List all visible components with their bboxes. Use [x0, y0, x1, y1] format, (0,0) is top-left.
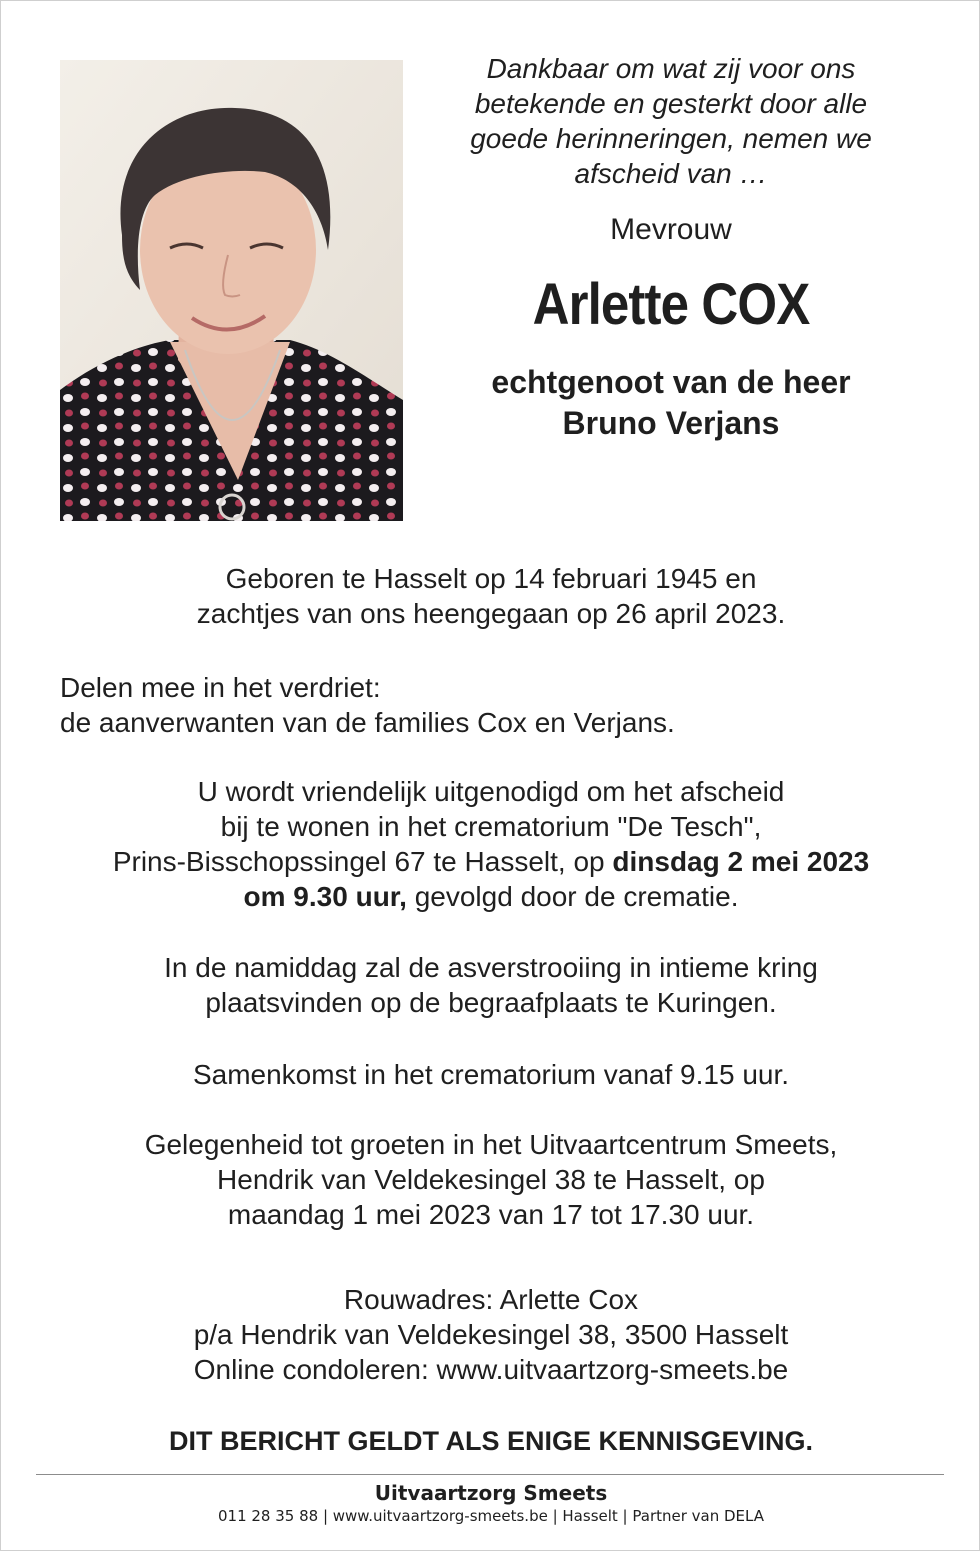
invitation-text: U wordt vriendelijk uitgenodigd om het afscheid bij te wonen in het crematorium "De Tesch", Prins-Bisschopssingel 67 te Hasselt, op dinsdag 2 mei 2023 om 9.30 uur, gevolgd door de crematie.: [112, 776, 870, 912]
funeral-home-name: Uitvaartzorg Smeets: [374, 1481, 608, 1505]
portrait-illustration: [60, 60, 403, 521]
greeting-text: Gelegenheid tot groeten in het Uitvaartcentrum Smeets, Hendrik van Veldekesingel 38 te Hasselt, op maandag 1 mei 2023 van 17 tot 17.30 uur.: [144, 1129, 838, 1230]
ceremony-date: dinsdag 2 mei 2023: [612, 846, 870, 877]
funeral-home-contact: 011 28 35 88 | www.uitvaartzorg-smeets.be | Hasselt | Partner van DELA: [217, 1507, 764, 1525]
notice-text: DIT BERICHT GELDT ALS ENIGE KENNISGEVING.: [168, 1426, 814, 1456]
scattering-text: In de namiddag zal de asverstrooiing in intieme kring plaatsvinden op de begraafplaats te Kuringen.: [164, 952, 818, 1018]
honorific: Mevrouw: [610, 213, 732, 246]
intro-text: Dankbaar om wat zij voor ons betekende en gesterkt door alle goede herinneringen, nemen we afscheid van …: [470, 53, 872, 189]
mourners-text: Delen mee in het verdriet: de aanverwanten van de families Cox en Verjans.: [60, 672, 675, 738]
spouse-text: echtgenoot van de heer Bruno Verjans: [491, 364, 851, 441]
ceremony-time: om 9.30 uur,: [243, 881, 407, 912]
gathering-text: Samenkomst in het crematorium vanaf 9.15 uur.: [192, 1059, 790, 1090]
portrait-photo: [60, 60, 403, 521]
condolence-link[interactable]: Online condoleren: www.uitvaartzorg-smeets.be: [193, 1354, 789, 1385]
birth-death-text: Geboren te Hasselt op 14 februari 1945 en zachtjes van ons heengegaan op 26 april 2023.: [196, 563, 786, 629]
footer-divider: [36, 1474, 944, 1475]
deceased-name: Arlette COX: [532, 272, 810, 337]
address-text: Rouwadres: Arlette Cox p/a Hendrik van Veldekesingel 38, 3500 Hasselt Online condoleren: www.uitvaartzorg-smeets.be: [41, 1282, 941, 1387]
header-text: [431, 51, 911, 444]
